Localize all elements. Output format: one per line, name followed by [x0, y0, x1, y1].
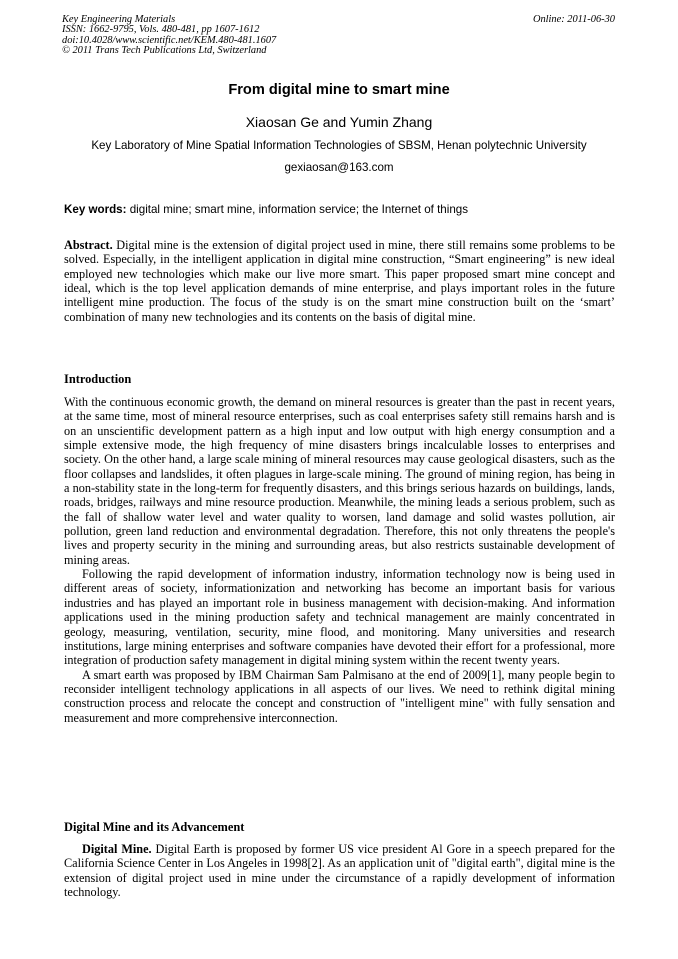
paragraph: A smart earth was proposed by IBM Chairman Sam Palmisano at the end of 2009[1], many people begin to reconsider intelligent technology applications in all aspects of our lives. We need to rethink digital mining construction process and relocate the concept and construction of "intelligent mine" with fully sensation and measurement and more comprehensive interconnection.: [64, 667, 615, 725]
author-email: gexiaosan@163.com: [284, 161, 394, 174]
abstract-text: Digital mine is the extension of digital project used in mine, there still remains some problems to be solved. Especially, in the intelligent application in digital mine construction, “Smart engineering” is new ideal employed new technologies which make our live more smart. This paper proposed smart mine concept and ideal, which is the top level application demands of mine enterprise, and plays important roles in the future intelligent mine production. The focus of the study is on the smart mine construction built on the ‘smart’ combination of many new technologies and its contents on the basis of digital mine.: [64, 238, 615, 324]
section-heading-digital-mine: Digital Mine and its Advancement: [64, 820, 245, 834]
keywords: [64, 203, 624, 216]
doi-line: doi:10.4028/www.scientific.net/KEM.480-481.1607: [62, 34, 277, 46]
keywords-label: Key words:: [64, 203, 127, 216]
journal-header: [62, 15, 618, 57]
paper-title: From digital mine to smart mine: [228, 82, 450, 98]
online-date: Online: 2011-06-30: [532, 14, 615, 25]
affiliation: Key Laboratory of Mine Spatial Information Technologies of SBSM, Henan polytechnic University: [91, 139, 587, 152]
abstract-label: Abstract.: [64, 238, 113, 252]
digital-mine-body: [64, 842, 615, 899]
journal-name: Key Engineering Materials: [62, 14, 176, 25]
authors: Xiaosan Ge and Yumin Zhang: [245, 114, 433, 130]
copyright-line: © 2011 Trans Tech Publications Ltd, Switzerland: [62, 45, 267, 57]
subsection-lead: Digital Mine.: [82, 842, 152, 856]
section-heading-introduction: Introduction: [64, 372, 132, 386]
digital-mine-text: Digital Earth is proposed by former US vice president Al Gore in a speech prepared for the California Science Center in Los Angeles in 1998[2]. As an application unit of "digital earth", digital mine is the extension of digital project used in mine under the circumstance of a rapidly development of information technology.: [64, 842, 615, 900]
introduction-body: [64, 395, 615, 725]
abstract: [64, 238, 615, 324]
issn-line: ISSN: 1662-9795, Vols. 480-481, pp 1607-1612: [62, 24, 260, 36]
paragraph: Following the rapid development of information industry, information technology now is being used in different areas of society, informationization and networking has become an important basis for various industries and has played an important role in business management with decision-making. And information applications used in the mining production safety and technical management are mainly concentrated in geology, measuring, ventilation, security, mine flood, and monitoring. Many universities and research institutions, large mining enterprises and software companies have devoted their effort for a professional, more integration of production safety management in digital mining system within the recent twenty years.: [64, 567, 615, 668]
keywords-text: digital mine; smart mine, information service; the Internet of things: [126, 203, 469, 216]
paragraph: With the continuous economic growth, the demand on mineral resources is greater than the past in recent years, at the same time, most of mineral resource enterprises, such as coal enterprises safety still remains harsh and is on an unscientific development pattern as a high input and low output with high energy consumption and a simple extensive mode, the high frequency of mine disasters brings incalculable losses to enterprises and society. On the other hand, a large scale mining of mineral resources may cause geological disasters, such as the floor collapses and landslides, it often plagues in large-scale mining. The ground of mining region, has being in a non-stability state in the long-term for frequently disasters, and this brings serious hazards on buildings, lands, roads, bridges, railways and mine resource production. Meanwhile, the mining leads a serious problem, such as the fall of shallow water level and water quality to worsen, land damage and solid wastes pollution, air pollution, green land reduction and environmental degradation. Therefore, this not only threatens the people's lives and property security in the mining and surrounding areas, but also restricts sustainable development of mining areas.: [64, 395, 615, 567]
